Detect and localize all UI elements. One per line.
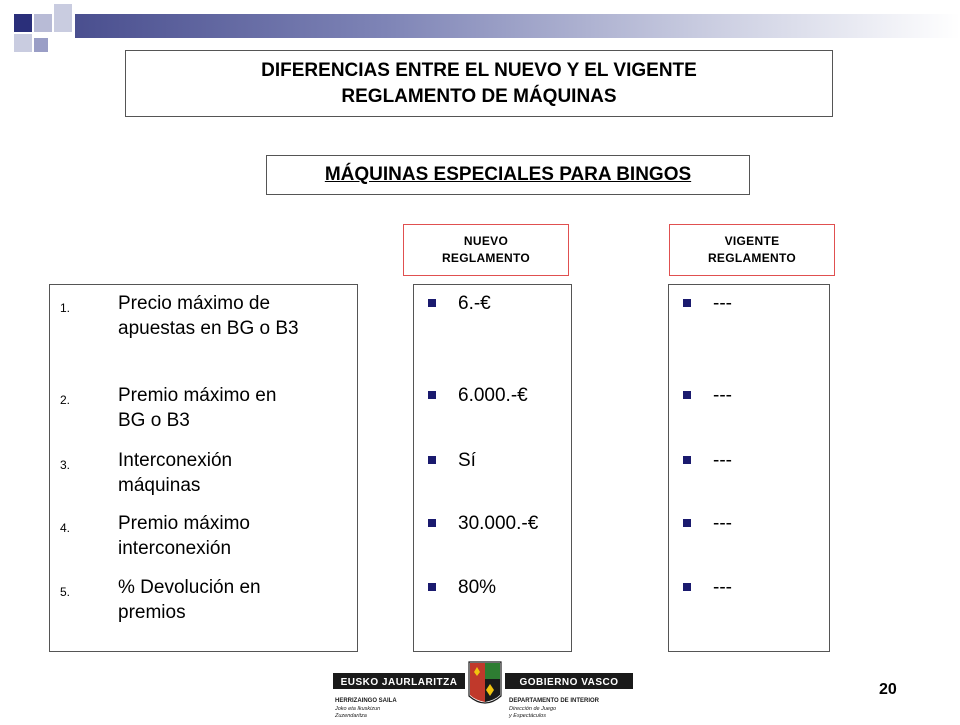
title-line-2: REGLAMENTO DE MÁQUINAS	[341, 85, 617, 107]
item-number: 5.	[60, 585, 71, 599]
item-text-line2: interconexión	[118, 538, 232, 559]
bullet-icon	[428, 391, 436, 399]
column-header-vigente-line2: REGLAMENTO	[707, 251, 797, 265]
bullet-icon	[683, 519, 691, 527]
page-title	[125, 50, 833, 117]
column-header-nuevo	[403, 224, 569, 276]
column-header-nuevo-line2: REGLAMENTO	[441, 251, 531, 265]
coat-of-arms-icon	[469, 662, 501, 703]
column-header-nuevo-line1: NUEVO	[463, 234, 509, 248]
item-number: 3.	[60, 458, 71, 472]
government-logo	[333, 660, 633, 720]
dept-right-line2: Dirección de Juego	[509, 706, 557, 712]
dept-left-line3: Zuzendaritza	[335, 713, 367, 719]
column-header-vigente	[669, 224, 835, 276]
decor-square	[54, 4, 72, 32]
bullet-icon	[428, 519, 436, 527]
item-number: 4.	[60, 521, 71, 535]
decor-square	[34, 14, 52, 32]
column-header-vigente-line1: VIGENTE	[724, 234, 780, 248]
page-number: 20	[879, 681, 897, 698]
nuevo-panel: 6.-€ 6.000.-€ Sí 30.000.-€ 80%	[413, 284, 572, 652]
bullet-icon	[428, 583, 436, 591]
bullet-icon	[428, 456, 436, 464]
item-text-line2: premios	[118, 602, 186, 623]
item-text-line2: máquinas	[118, 475, 201, 496]
dept-right-line1: DEPARTAMENTO DE INTERIOR	[509, 698, 600, 704]
item-number: 2.	[60, 393, 71, 407]
title-line-1: DIFERENCIAS ENTRE EL NUEVO Y EL VIGENTE	[261, 59, 697, 81]
bullet-icon	[683, 299, 691, 307]
bullet-icon	[683, 391, 691, 399]
decor-square	[14, 14, 32, 32]
dept-right-line3: y Espectáculos	[509, 713, 546, 719]
bullet-icon	[683, 456, 691, 464]
item-text-line1: % Devolución en	[118, 577, 261, 598]
item-text-line1: Premio máximo en	[118, 385, 277, 406]
bullet-icon	[683, 583, 691, 591]
header-gradient-bar	[75, 14, 960, 38]
decor-square	[34, 38, 48, 52]
logo-left-text: EUSKO JAURLARITZA	[340, 677, 458, 688]
items-panel	[49, 284, 358, 652]
dept-left-line2: Joko eta Ikuskizun	[335, 706, 381, 712]
section-subtitle: MÁQUINAS ESPECIALES PARA BINGOS	[266, 155, 750, 195]
dept-left-line1: HERRIZAINGO SAILA	[335, 698, 397, 704]
item-text-line2: apuestas en BG o B3	[118, 318, 299, 339]
bullet-icon	[428, 299, 436, 307]
decor-square	[14, 34, 32, 52]
item-text-line1: Premio máximo	[118, 513, 250, 534]
vigente-panel: --- --- --- --- ---	[668, 284, 830, 652]
item-text-line1: Interconexión	[118, 450, 233, 471]
logo-right-text: GOBIERNO VASCO	[519, 677, 619, 688]
item-text-line2: BG o B3	[118, 410, 190, 431]
item-text-line1: Precio máximo de	[118, 293, 271, 314]
item-number: 1.	[60, 301, 71, 315]
